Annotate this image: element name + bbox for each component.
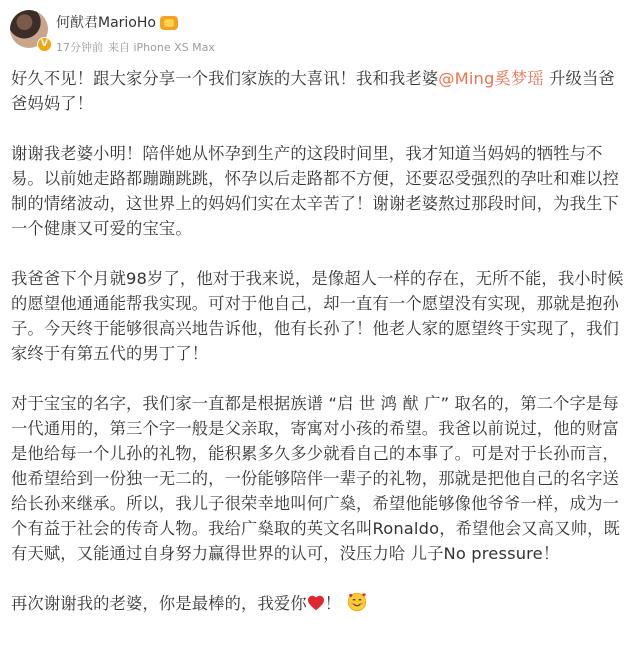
- mention-link[interactable]: @Ming奚梦瑶: [438, 69, 544, 88]
- heart-icon: [307, 595, 325, 611]
- avatar[interactable]: [10, 10, 48, 48]
- smiling-face-with-hearts-icon: [347, 592, 367, 612]
- paragraph-announcement: [11, 66, 624, 116]
- paragraph-text: 升级当爸爸妈妈了！: [11, 69, 615, 113]
- post-header: [0, 0, 640, 66]
- verified-badge-icon: V: [37, 37, 52, 52]
- author-name[interactable]: 何猷君MarioHo: [56, 15, 156, 31]
- post-time: 17分钟前: [56, 41, 103, 54]
- post-meta: [56, 39, 215, 55]
- post-source: 来自 iPhone XS Max: [108, 41, 215, 54]
- paragraph-text: 再次谢谢我的老婆，你是最棒的，我爱你: [11, 594, 307, 613]
- paragraph-text: ！: [324, 594, 342, 613]
- vip-crown-icon: [160, 16, 178, 30]
- paragraph-thanks-wife: 谢谢我老婆小明！陪伴她从怀孕到生产的这段时间里，我才知道当妈妈的牺牲与不易。以前她走路都蹦蹦跳跳，怀孕以后走路都不方便，还要忍受强烈的孕吐和难以控制的情绪波动，这世界上的妈妈们实在太辛苦了！谢谢老婆熬过那段时间，为我生下一个健康又可爱的宝宝。: [11, 144, 619, 238]
- paragraph-text: 好久不见！跟大家分享一个我们家族的大喜讯！我和我老婆: [11, 69, 439, 88]
- author-row: [56, 12, 178, 32]
- paragraph-father: 我爸爸下个月就98岁了，他对于我来说，是像超人一样的存在，无所不能，我小时候的愿望他通通能帮我实现。可对于他自己，却一直有一个愿望没有实现，那就是抱孙子。今天终于能够很高兴地告诉他，他有长孙了！他老人家的愿望终于实现了，我们家终于有第五代的男丁了！: [11, 269, 624, 363]
- post-body: [0, 66, 640, 616]
- paragraph-baby-name: 对于宝宝的名字，我们家一直都是根据族谱 “启 世 鸿 猷 广” 取名的，第二个字是每一代通用的，第三个字一般是父亲取，寄寓对小孩的希望。我爸以前说过，他的财富是他给每一个儿孙的礼物，能积累多久多少就看自己的本事了。可是对于长孙而言，他希望给到一份独一无二的，一份能够陪伴一辈子的礼物，那就是把他自己的名字送给长孙来继承。所以，我儿子很荣幸地叫何广燊，希望他能够像他爷爷一样，成为一个有益于社会的传奇人物。我给广燊取的英文名叫Ronaldo，希望他会又高又帅，既有天赋，又能通过自身努力赢得世界的认可，没压力哈 儿子No pressure！: [11, 394, 620, 563]
- paragraph-closing: [11, 591, 624, 616]
